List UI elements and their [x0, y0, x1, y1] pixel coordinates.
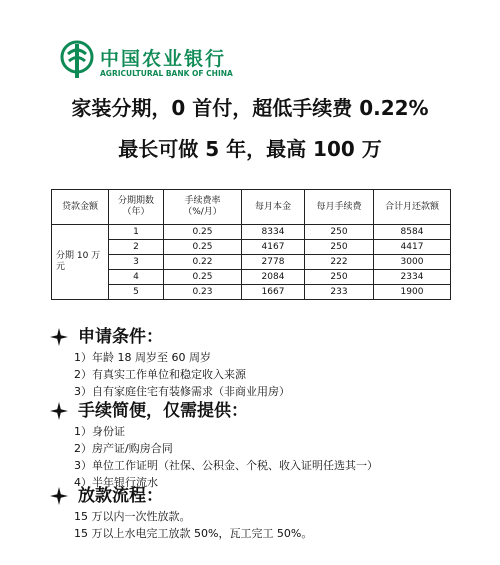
section-disbursement-process: [50, 484, 490, 542]
section-title-text: 申请条件：: [78, 327, 163, 347]
list-item: 1）年龄 18 周岁至 60 周岁: [74, 351, 211, 364]
header-monthly-principal: 每月本金: [242, 190, 305, 225]
list-item: 2）有真实工作单位和稳定收入来源: [74, 368, 246, 381]
table-cell: 0.25: [164, 270, 242, 285]
table-cell: 222: [305, 255, 374, 270]
header-total-monthly-payment: 合计月还款额: [374, 190, 451, 225]
table-cell: 1667: [242, 285, 305, 300]
header-monthly-fee: 每月手续费: [305, 190, 374, 225]
table-cell: 4417: [374, 240, 451, 255]
table-cell: 2: [109, 240, 164, 255]
table-cell: 250: [305, 240, 374, 255]
four-point-star-icon: [50, 328, 68, 346]
headline-secondary: 最长可做 5 年，最高 100 万: [118, 137, 382, 161]
table-row: [52, 240, 451, 255]
table-cell: 3000: [374, 255, 451, 270]
table-row: [52, 225, 451, 240]
header-term: 分期期数 （年）: [109, 190, 164, 225]
table-cell: 250: [305, 225, 374, 240]
table-cell: 2084: [242, 270, 305, 285]
list-item: 2）房产证/购房合同: [74, 442, 173, 455]
section-required-documents: [50, 399, 490, 491]
headline-primary: 家装分期，0 首付，超低手续费 0.22%: [71, 96, 429, 120]
table-cell: 2334: [374, 270, 451, 285]
header-loan-amount: 贷款金额: [52, 190, 109, 225]
table-cell: 4167: [242, 240, 305, 255]
table-cell: 4: [109, 270, 164, 285]
table-cell: 0.22: [164, 255, 242, 270]
list-item: 3）自有家庭住宅有装修需求（非商业用房）: [74, 385, 290, 398]
bank-name-en: AGRICULTURAL BANK OF CHINA: [100, 69, 233, 78]
table-cell: 233: [305, 285, 374, 300]
table-cell: 5: [109, 285, 164, 300]
table-cell: 0.25: [164, 240, 242, 255]
table-row: [52, 285, 451, 300]
section-title: [50, 325, 490, 349]
section-title-text: 放款流程：: [78, 486, 163, 506]
table-cell: 8334: [242, 225, 305, 240]
table-header-row: [52, 190, 451, 225]
list-item: 1）身份证: [74, 425, 125, 438]
table-cell: 0.23: [164, 285, 242, 300]
section-application-requirements: [50, 325, 490, 400]
table-cell: 250: [305, 270, 374, 285]
table-cell: 0.25: [164, 225, 242, 240]
loan-amount-cell: 分期 10 万 元: [52, 225, 109, 300]
table-cell: 1: [109, 225, 164, 240]
table-cell: 8584: [374, 225, 451, 240]
list-item: 15 万以内一次性放款。: [74, 510, 191, 523]
bank-name-cn: 中国农业银行: [100, 48, 227, 70]
table-cell: 1900: [374, 285, 451, 300]
section-title-text: 手续简便，仅需提供：: [78, 401, 248, 421]
bank-logo: [60, 40, 240, 84]
table-row: [52, 270, 451, 285]
abc-logo-icon: [60, 40, 94, 80]
installment-table: [51, 189, 451, 300]
table-cell: 2778: [242, 255, 305, 270]
header-fee-rate: 手续费率 （%/月）: [164, 190, 242, 225]
four-point-star-icon: [50, 487, 68, 505]
section-title: [50, 484, 490, 508]
list-item: 3）单位工作证明（社保、公积金、个税、收入证明任选其一）: [74, 459, 378, 472]
list-item: 15 万以上水电完工放款 50%，瓦工完工 50%。: [74, 527, 313, 540]
section-title: [50, 399, 490, 423]
table-row: [52, 255, 451, 270]
list-item: 4）半年银行流水: [74, 476, 158, 489]
table-cell: 3: [109, 255, 164, 270]
four-point-star-icon: [50, 402, 68, 420]
